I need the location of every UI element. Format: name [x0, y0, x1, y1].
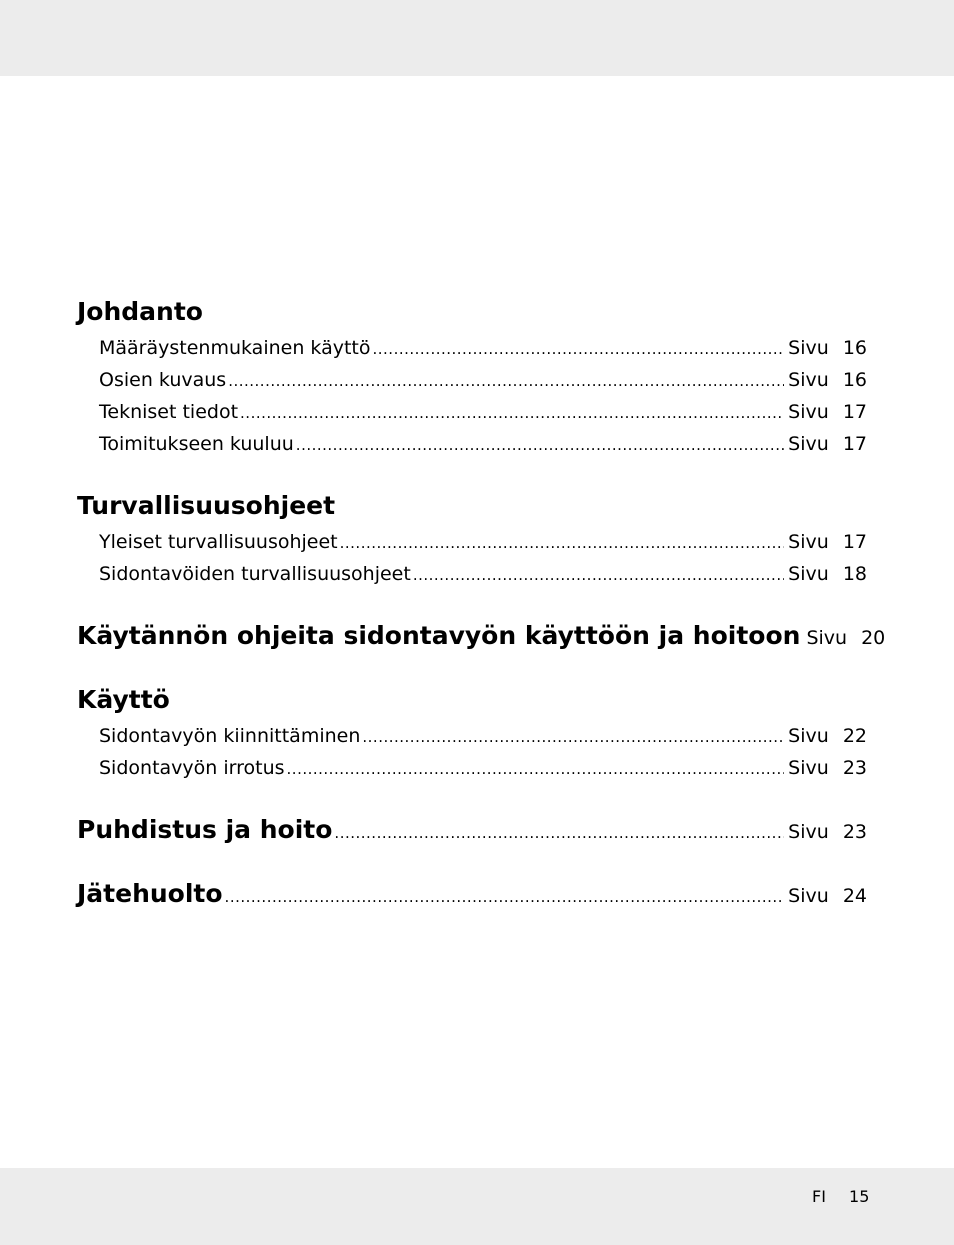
toc-entry-label: Toimitukseen kuuluu — [99, 433, 294, 455]
dot-leader — [413, 563, 784, 587]
toc-entry-sivu: Sivu — [788, 757, 829, 779]
toc-entry-label: Sidontavöiden turvallisuusohjeet — [99, 563, 411, 585]
toc-entry-page: 23 — [842, 821, 867, 843]
toc-entry-sivu: Sivu — [788, 401, 829, 423]
section-heading-puhdistus: Puhdistus ja hoito — [77, 815, 333, 844]
dot-leader — [334, 818, 784, 848]
toc-entry-label: Määräystenmukainen käyttö — [99, 337, 371, 359]
toc-entry-label: Osien kuvaus — [99, 369, 227, 391]
toc-entry-page: 18 — [842, 563, 867, 585]
toc-entry[interactable] — [99, 756, 867, 781]
section-heading-johdanto: Johdanto — [77, 297, 203, 326]
dot-leader — [240, 401, 784, 425]
dot-leader — [373, 337, 785, 361]
section-heading-turvallisuusohjeet: Turvallisuusohjeet — [77, 491, 336, 520]
section-heading-kaytannon-ohjeita: Käytännön ohjeita sidontavyön käyttöön ja hoitoon — [77, 621, 801, 650]
toc-entry-label: Sidontavyön kiinnittäminen — [99, 725, 361, 747]
toc-main-entry-puhdistus[interactable] — [77, 815, 867, 848]
toc-entry-sivu: Sivu — [788, 725, 829, 747]
toc-entry-label: Sidontavyön irrotus — [99, 757, 285, 779]
toc-entry-sivu: Sivu — [788, 531, 829, 553]
dot-leader — [340, 531, 785, 555]
toc-entry-page: 22 — [842, 725, 867, 747]
bottom-band — [0, 1168, 954, 1245]
toc-entry-page: 24 — [842, 885, 867, 907]
toc-entry-sivu: Sivu — [788, 369, 829, 391]
dot-leader — [362, 725, 784, 749]
toc-entry-label: Tekniset tiedot — [99, 401, 239, 423]
toc-entry-sivu: Sivu — [788, 821, 829, 843]
dot-leader — [287, 757, 785, 781]
toc-main-entry-kaytannon-ohjeita[interactable] — [77, 621, 886, 654]
toc-entry-page: 16 — [842, 337, 867, 359]
toc-entry-page: 23 — [842, 757, 867, 779]
dot-leader — [225, 882, 785, 912]
toc-entry-sivu: Sivu — [788, 337, 829, 359]
toc-entry-page: 17 — [842, 531, 867, 553]
toc-entry-page: 17 — [842, 401, 867, 423]
toc-entry-label: Yleiset turvallisuusohjeet — [99, 531, 338, 553]
toc-entry-page: 16 — [842, 369, 867, 391]
toc-entry-sivu: Sivu — [788, 433, 829, 455]
toc-entry[interactable] — [99, 400, 867, 425]
dot-leader — [296, 433, 784, 457]
dot-leader — [228, 369, 784, 393]
toc-entry[interactable] — [99, 724, 867, 749]
top-band — [0, 0, 954, 76]
footer-language: FI — [812, 1187, 826, 1206]
toc-entry[interactable] — [99, 432, 867, 457]
toc-main-entry-jatehuolto[interactable] — [77, 879, 867, 912]
toc-entry-page: 17 — [842, 433, 867, 455]
toc-entry[interactable] — [99, 530, 867, 555]
section-heading-jatehuolto: Jätehuolto — [77, 879, 223, 908]
toc-entry-sivu: Sivu — [788, 563, 829, 585]
page-footer — [812, 1187, 869, 1207]
toc-entry-sivu: Sivu — [806, 627, 848, 649]
toc-entry-sivu: Sivu — [788, 885, 829, 907]
toc-entry[interactable] — [99, 562, 867, 587]
section-heading-kaytto: Käyttö — [77, 685, 170, 714]
toc-entry[interactable] — [99, 336, 867, 361]
footer-page-number: 15 — [849, 1187, 870, 1206]
toc-entry-page: 20 — [861, 627, 886, 649]
toc-entry[interactable] — [99, 368, 867, 393]
